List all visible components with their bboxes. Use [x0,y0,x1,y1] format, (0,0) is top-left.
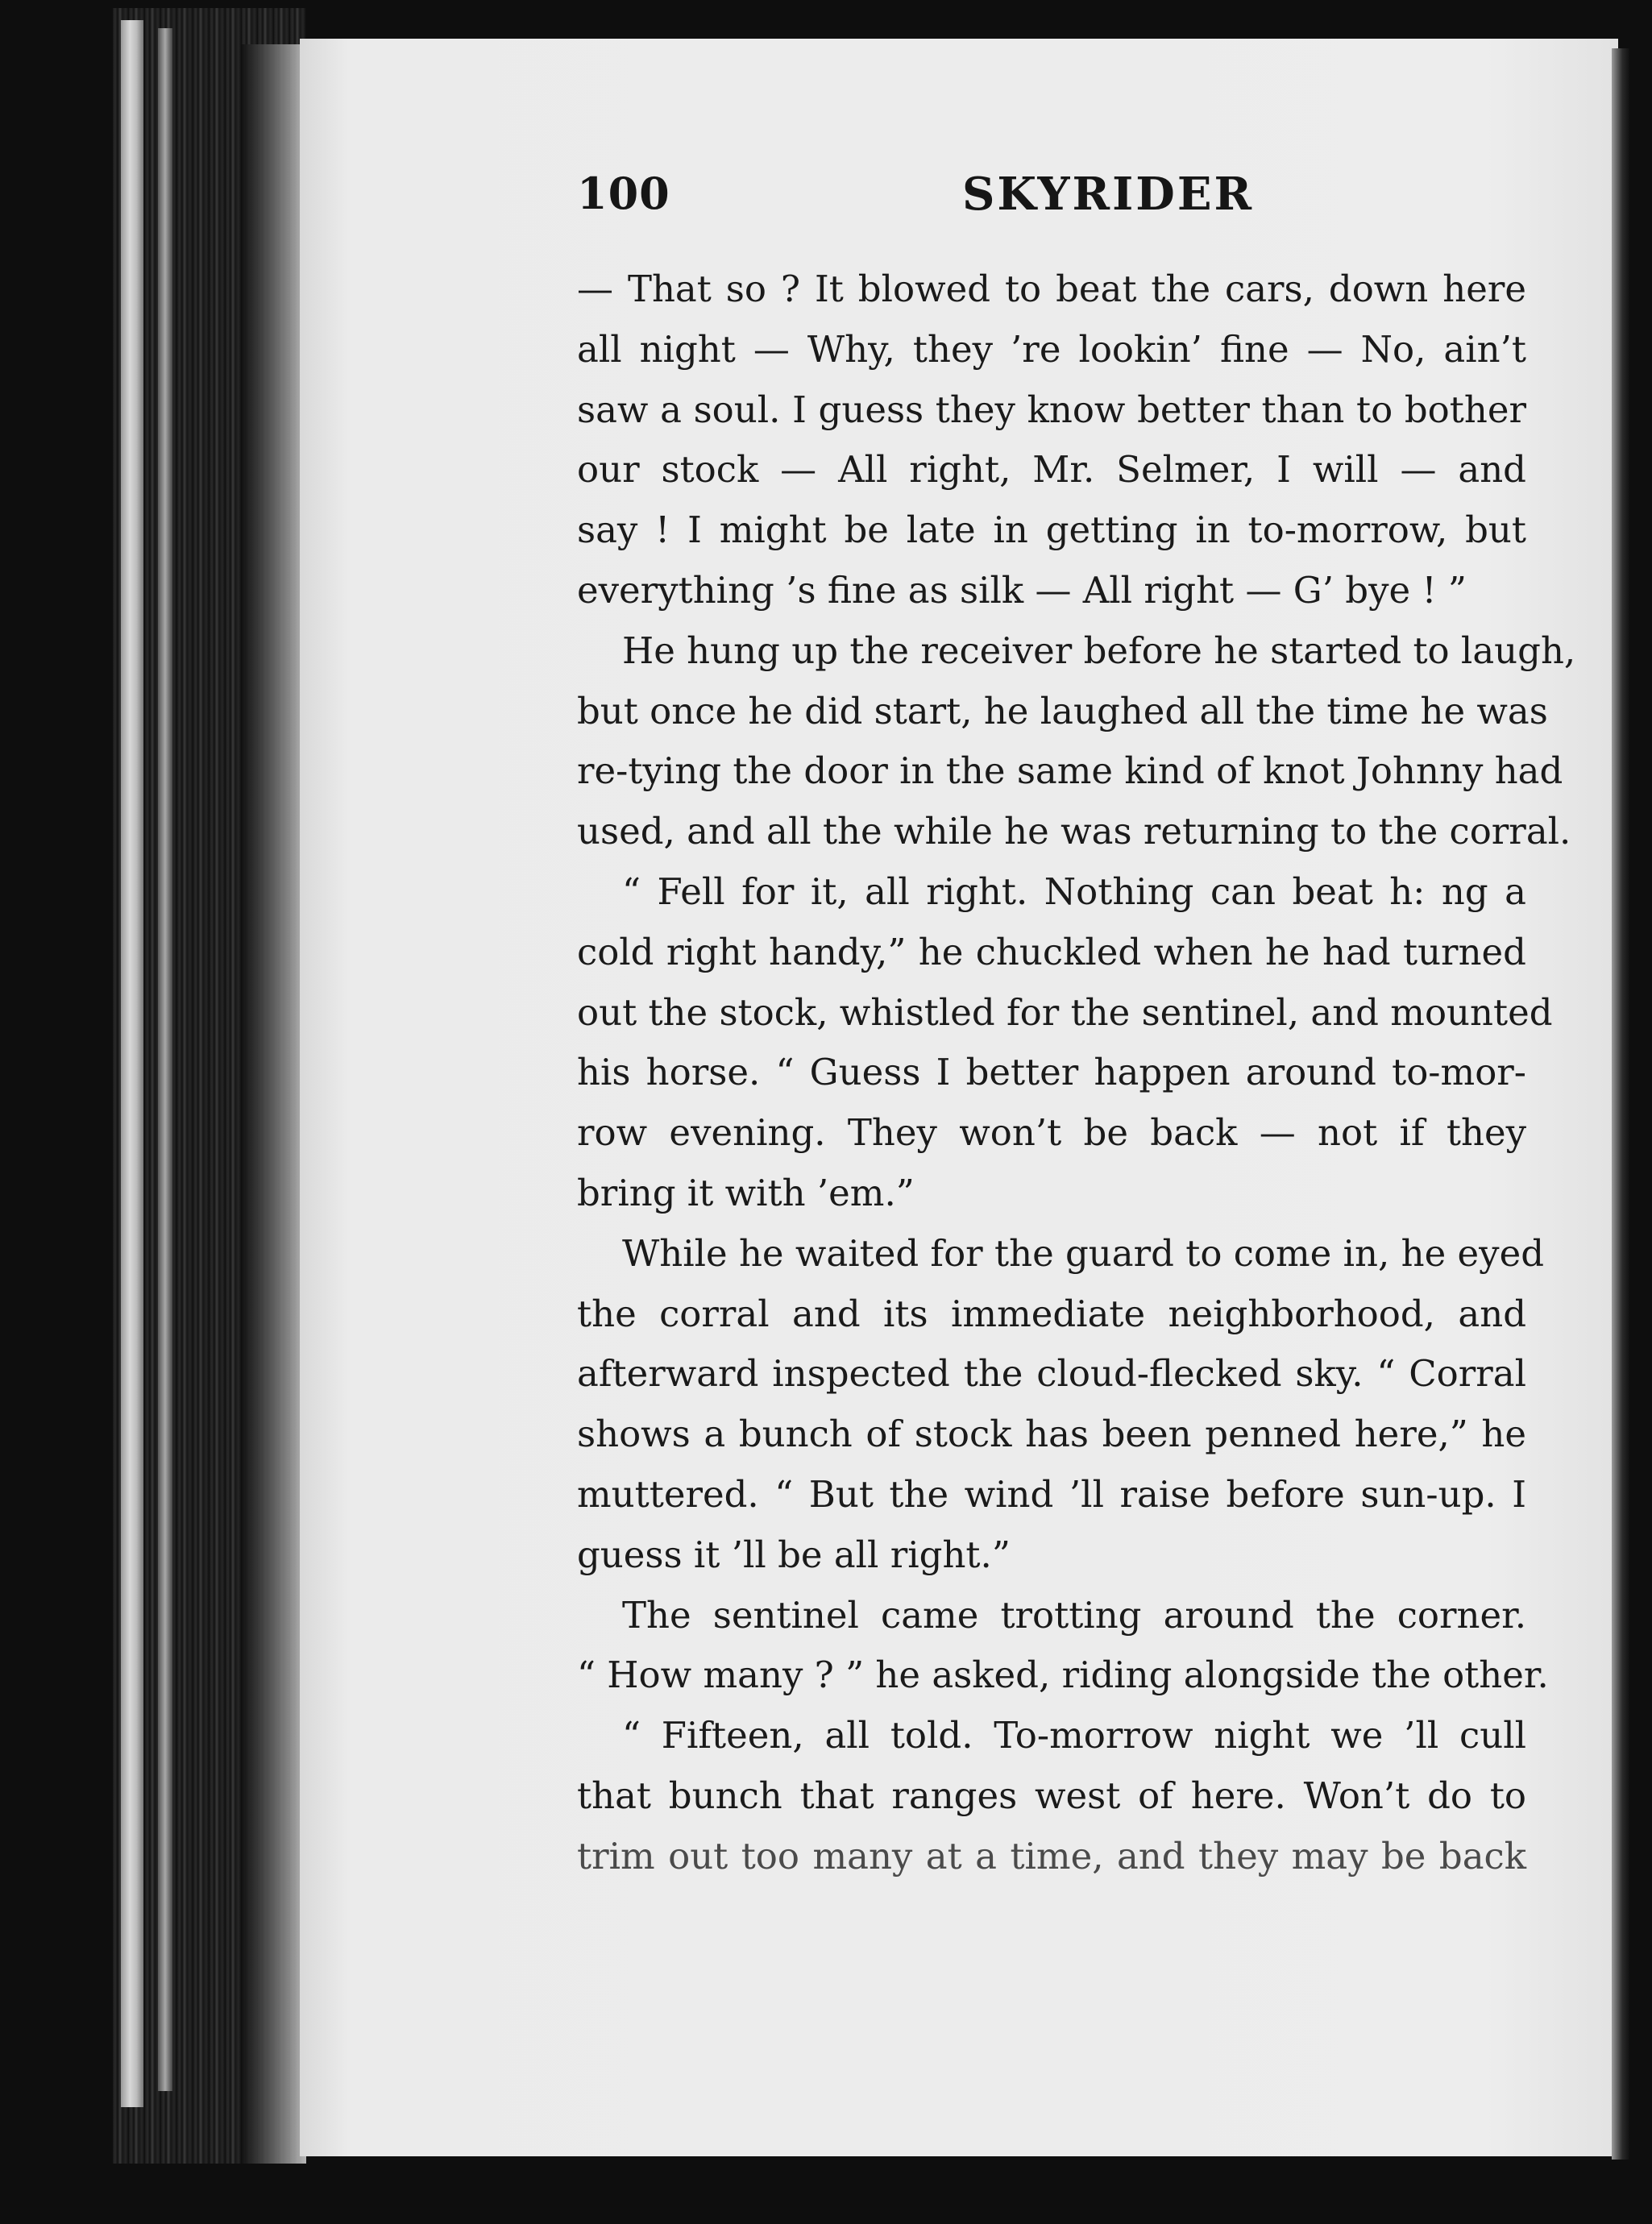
text-line: He hung up the receiver before he started to laugh, [622,629,1576,672]
text-line: afterward inspected the cloud-flecked sky. “ Corral [577,1352,1526,1396]
page-right-edge [1612,48,1629,2160]
text-line: cold right handy,” he chuckled when he had turned [577,930,1526,973]
text-line: shows a bunch of stock has been penned here,” he [577,1413,1526,1456]
book-gutter-shadow [242,44,306,2164]
body-text [577,259,1576,1887]
text-line: out the stock, whistled for the sentinel, and mounted [577,990,1553,1034]
book-edge-highlight [121,20,143,2107]
text-line: say ! I might be late in getting in to-morrow, but [577,508,1526,552]
text-line: “ Fifteen, all told. To-morrow night we ’ll cull [622,1714,1526,1757]
text-line: trim out too many at a time, and they may be back [577,1834,1526,1878]
text-line: everything ’s fine as silk — All right — G’ bye ! ” [577,568,1467,612]
text-line: muttered. “ But the wind ’ll raise before sun-up. I [577,1472,1526,1516]
page-number: 100 [577,168,670,219]
text-line: re-tying the door in the same kind of knot Johnny had [577,749,1563,793]
text-line: While he waited for the guard to come in, he eyed [622,1231,1545,1275]
text-line: but once he did start, he laughed all the time he was [577,689,1548,732]
text-line: “ How many ? ” he asked, riding alongside the other. [577,1653,1549,1697]
text-line: “ Fell for it, all right. Nothing can beat h: ng a [622,869,1526,913]
text-line: all night — Why, they ’re lookin’ fine — No, ain’t [577,327,1526,371]
text-line: used, and all the while he was returning to the corral. [577,810,1571,853]
text-line: that bunch that ranges west of here. Won’t do to [577,1774,1526,1817]
text-line: The sentinel came trotting around the corner. [622,1593,1526,1637]
text-line: the corral and its immediate neighborhood, and [577,1292,1526,1335]
text-line: row evening. They won’t be back — not if they [577,1111,1526,1155]
text-line: bring it with ’em.” [577,1171,915,1214]
text-line: his horse. “ Guess I better happen around to-mor- [577,1051,1526,1094]
book-edge-highlight-inner [158,28,172,2091]
book-title: SKYRIDER [961,168,1255,221]
running-head [577,168,1526,224]
text-line: — That so ? It blowed to beat the cars, down here [577,268,1526,310]
text-line: saw a soul. I guess they know better than to bother [577,388,1526,431]
text-line: guess it ’ll be all right.” [577,1533,1011,1576]
text-line: our stock — All right, Mr. Selmer, I will — and [577,448,1526,492]
